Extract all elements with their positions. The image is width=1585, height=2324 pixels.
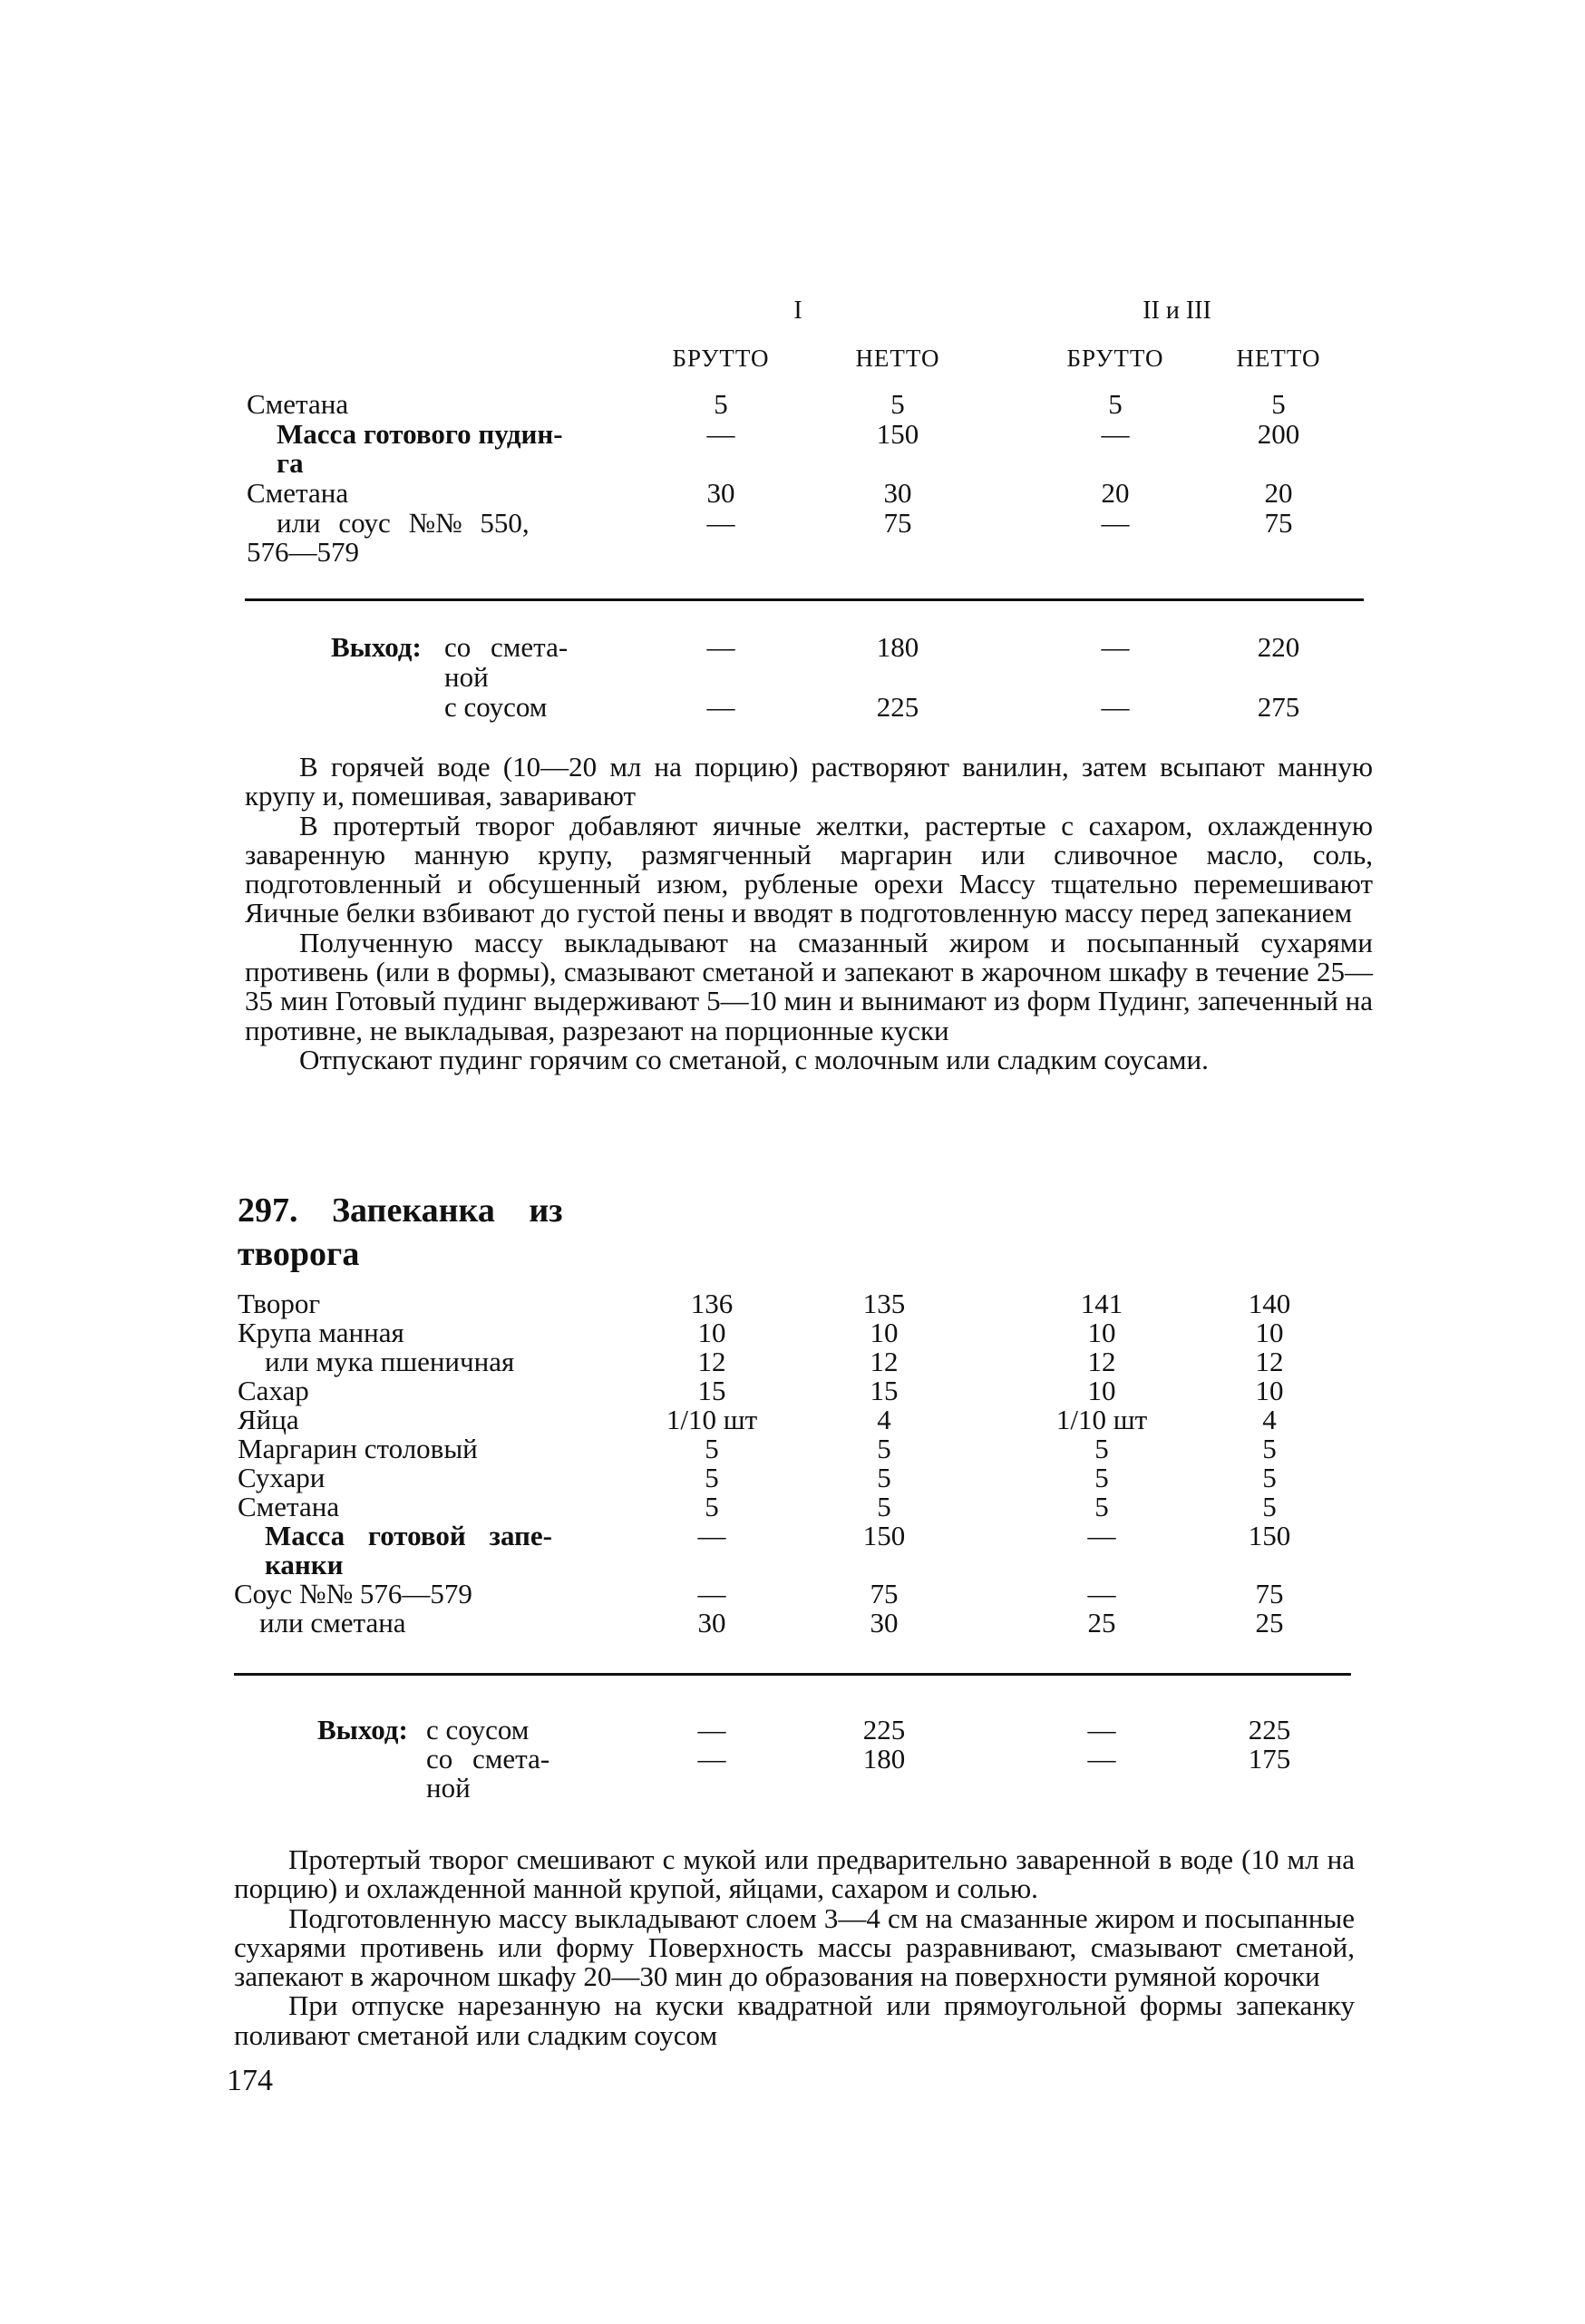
value-netto-1: 225: [862, 1714, 906, 1745]
value-brutto-2: —: [1101, 507, 1130, 539]
value-brutto-1: 5: [705, 1491, 719, 1522]
value-netto-1: 4: [877, 1404, 891, 1435]
value-brutto-2: —: [1087, 1714, 1116, 1745]
recipe-title-cont: творога: [238, 1235, 360, 1273]
instructions-pudding: [245, 753, 1373, 1074]
ingredient-name: Масса готовой запе-: [265, 1520, 552, 1551]
ingredient-name-cont: га: [277, 447, 304, 479]
paragraph: В горячей воде (10—20 мл на порцию) растворяют ванилин, затем всыпают манную крупу и, помешивая, заваривают: [245, 751, 1373, 812]
ingredient-name: Сметана: [247, 388, 349, 420]
ingredient-name: или сметана: [259, 1607, 406, 1638]
value-brutto-1: —: [697, 1743, 726, 1775]
ingredient-name: Маргарин столовый: [238, 1433, 478, 1464]
page-number: 174: [227, 2064, 273, 2097]
ingredient-name: Крупа манная: [238, 1317, 404, 1348]
value-brutto-1: 5: [705, 1462, 719, 1493]
value-netto-1: 75: [883, 507, 912, 539]
value-netto-1: 15: [870, 1375, 899, 1406]
value-brutto-2: 5: [1108, 388, 1123, 420]
value-brutto-1: 5: [714, 388, 728, 420]
value-netto-1: 180: [862, 1743, 906, 1775]
value-brutto-1: —: [706, 631, 735, 663]
output-label: Выход:: [331, 631, 422, 663]
ingredient-name: Сметана: [247, 477, 349, 509]
value-netto-2: 10: [1255, 1375, 1284, 1406]
value-netto-2: 200: [1257, 418, 1300, 450]
value-netto-2: 5: [1262, 1491, 1277, 1522]
value-netto-1: 150: [876, 418, 919, 450]
value-brutto-2: —: [1101, 691, 1130, 723]
value-netto-2: 75: [1255, 1578, 1284, 1609]
ingredient-name: Сухари: [238, 1462, 326, 1493]
value-brutto-1: —: [706, 691, 735, 723]
value-netto-2: 75: [1264, 507, 1293, 539]
value-netto-2: 10: [1255, 1317, 1284, 1348]
output-label: Выход:: [317, 1714, 408, 1745]
value-netto-1: 150: [862, 1520, 906, 1551]
value-brutto-1: 30: [697, 1607, 726, 1638]
col-netto-2: НЕТТО: [1236, 345, 1321, 372]
value-brutto-2: 10: [1087, 1317, 1116, 1348]
value-netto-1: 5: [877, 1462, 891, 1493]
value-brutto-1: 10: [697, 1317, 726, 1348]
value-netto-2: 5: [1262, 1433, 1277, 1464]
recipe-title: 297. Запеканка из: [238, 1191, 563, 1230]
value-brutto-1: —: [697, 1578, 726, 1609]
value-brutto-2: 1/10 шт: [1055, 1404, 1148, 1435]
value-brutto-1: —: [697, 1520, 726, 1551]
value-brutto-2: 25: [1087, 1607, 1116, 1638]
value-brutto-2: —: [1087, 1743, 1116, 1775]
output-name-cont: ной: [426, 1772, 471, 1804]
ingredient-name-cont: канки: [265, 1549, 344, 1580]
value-brutto-1: 5: [705, 1433, 719, 1464]
value-netto-2: 5: [1271, 388, 1286, 420]
value-brutto-1: 30: [706, 477, 735, 509]
paragraph: Полученную массу выкладывают на смазанный жиром и посыпанный сухарями противень (или в формы), смазывают сметаной и запекают в жарочном шкафу в течение 25—35 мин Готовый пудинг выдерживают 5—10 мин и вынимают из форм Пудинг, запеченный на противне, не выкладывая, разрезают на порционные куски: [245, 926, 1373, 1046]
ingredient-name: Сметана: [238, 1491, 340, 1522]
ingredient-name: Соус №№ 576—579: [234, 1578, 472, 1609]
value-netto-1: 5: [890, 388, 905, 420]
value-netto-1: 225: [876, 691, 919, 723]
instructions-casserole: [234, 1845, 1355, 2050]
value-netto-2: 275: [1257, 691, 1300, 723]
paragraph: При отпуске нарезанную на куски квадратной или прямоугольной формы запеканку поливают сметаной или сладким соусом: [234, 1989, 1355, 2051]
ingredient-name: Яйца: [238, 1404, 299, 1435]
value-brutto-1: —: [706, 507, 735, 539]
value-brutto-2: 12: [1087, 1346, 1116, 1377]
value-brutto-1: 15: [697, 1375, 726, 1406]
table-divider: [245, 598, 1364, 601]
value-brutto-2: —: [1101, 631, 1130, 663]
group-header-II-III: II и III: [1143, 297, 1211, 325]
value-netto-2: 150: [1248, 1520, 1291, 1551]
value-brutto-1: 12: [697, 1346, 726, 1377]
paragraph: Протертый творог смешивают с мукой или предварительно заваренной в воде (10 мл на порцию) и охлажденной манной крупой, яйцами, сахаром и солью.: [234, 1843, 1355, 1905]
value-netto-1: 180: [876, 631, 919, 663]
ingredient-name: или соус №№ 550,: [277, 507, 530, 539]
paragraph: Подготовленную массу выкладывают слоем 3—4 см на смазанные жиром и посыпанные сухарями противень или форму Поверхность массы разравнивают, смазывают сметаной, запекают в жарочном шкафу 20—30 мин до образования на поверхности румяной корочки: [234, 1901, 1355, 1993]
ingredient-name: Творог: [238, 1288, 321, 1319]
value-brutto-2: 5: [1094, 1462, 1109, 1493]
ingredient-name: Масса готового пудин-: [277, 418, 563, 450]
value-netto-2: 12: [1255, 1346, 1284, 1377]
output-name: с соусом: [426, 1714, 530, 1745]
value-netto-1: 5: [877, 1491, 891, 1522]
value-netto-2: 20: [1264, 477, 1293, 509]
value-brutto-2: 141: [1080, 1288, 1123, 1319]
group-header-I: I: [793, 297, 802, 325]
ingredient-name-cont: 576—579: [247, 536, 359, 568]
paragraph: В протертый творог добавляют яичные желтки, растертые с сахаром, охлажденную заваренную манную крупу, размягченный маргарин или сливочное масло, соль, подготовленный и обсушенный изюм, рубленые орехи Массу тщательно перемешивают Яичные белки взбивают до густой пены и вводят в подготовленную массу перед запеканием: [245, 809, 1373, 929]
value-netto-1: 135: [862, 1288, 906, 1319]
output-name: с соусом: [444, 691, 548, 723]
value-brutto-2: —: [1087, 1578, 1116, 1609]
value-brutto-2: 10: [1087, 1375, 1116, 1406]
table-divider: [234, 1673, 1351, 1676]
value-netto-2: 4: [1262, 1404, 1277, 1435]
value-netto-2: 220: [1257, 631, 1300, 663]
value-brutto-2: 5: [1094, 1491, 1109, 1522]
output-name: со смета-: [426, 1743, 550, 1775]
value-brutto-2: —: [1101, 418, 1130, 450]
ingredient-name: Сахар: [238, 1375, 309, 1406]
paragraph: Отпускают пудинг горячим со сметаной, с молочным или сладким соусами.: [299, 1043, 1209, 1075]
value-netto-1: 10: [870, 1317, 899, 1348]
value-brutto-2: —: [1087, 1520, 1116, 1551]
output-name-cont: ной: [444, 661, 489, 693]
value-brutto-1: 136: [690, 1288, 734, 1319]
value-netto-2: 140: [1248, 1288, 1291, 1319]
value-netto-1: 30: [870, 1607, 899, 1638]
col-brutto-2: БРУТТО: [1066, 345, 1164, 372]
ingredient-name: или мука пшеничная: [265, 1346, 515, 1377]
value-netto-2: 175: [1248, 1743, 1291, 1775]
output-name: со смета-: [444, 631, 569, 663]
col-brutto-1: БРУТТО: [672, 345, 770, 372]
value-netto-2: 5: [1262, 1462, 1277, 1493]
value-netto-2: 25: [1255, 1607, 1284, 1638]
value-brutto-2: 20: [1101, 477, 1130, 509]
value-netto-2: 225: [1248, 1714, 1291, 1745]
value-brutto-1: —: [697, 1714, 726, 1745]
value-netto-1: 30: [883, 477, 912, 509]
value-netto-1: 5: [877, 1433, 891, 1464]
value-netto-1: 75: [870, 1578, 899, 1609]
col-netto-1: НЕТТО: [855, 345, 940, 372]
value-netto-1: 12: [870, 1346, 899, 1377]
value-brutto-2: 5: [1094, 1433, 1109, 1464]
value-brutto-1: —: [706, 418, 735, 450]
value-brutto-1: 1/10 шт: [666, 1404, 758, 1435]
